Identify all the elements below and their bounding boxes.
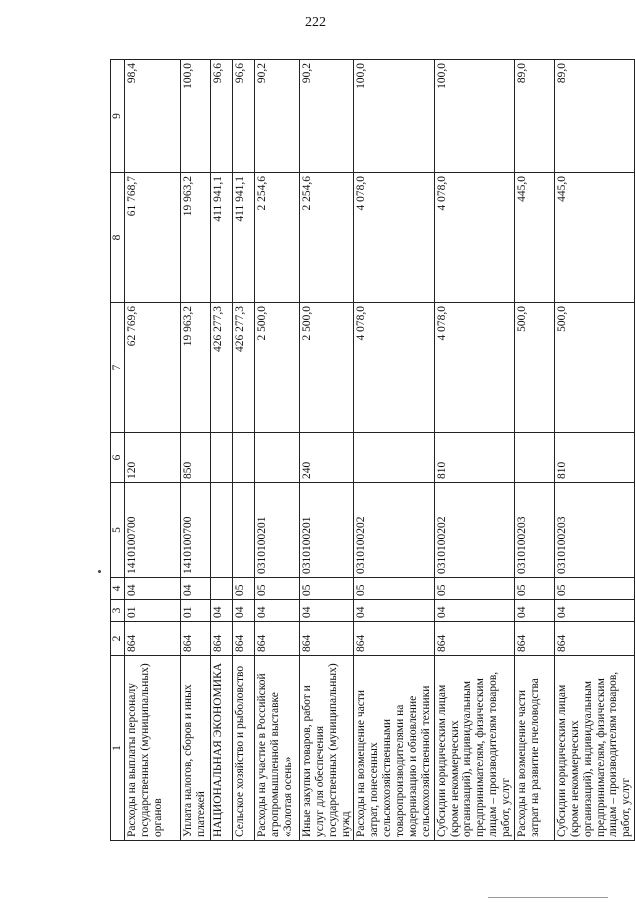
row-name-cell: Субсидии юридическим лицам (кроме некоммерческих организаций), индивидуальным предпринимателям, физическим лицам – производителям товаров, работ, услуг [434,656,514,841]
row-value-cell: 4 078,0 [434,303,514,433]
col-header: 7 [111,303,125,433]
row-value-cell: 0310100202 [354,483,434,578]
row-value-cell: 850 [180,433,210,483]
col-header: 4 [111,578,125,600]
row-value-cell [210,578,232,600]
row-value-cell: 61 768,7 [124,173,180,303]
row-value-cell: 810 [434,433,514,483]
row-value-cell: 864 [434,622,514,656]
row-value-cell: 01 [124,600,180,622]
row-value-cell: 0310100203 [514,483,554,578]
row-value-cell: 2 500,0 [299,303,354,433]
row-value-cell [354,433,434,483]
row-value-cell: 100,0 [354,60,434,173]
table-row [299,60,354,841]
row-value-cell: 04 [434,600,514,622]
row-value-cell: 864 [124,622,180,656]
row-value-cell: 240 [299,433,354,483]
row-value-cell [254,433,299,483]
row-name-cell: Расходы на возмещение части затрат, понесенных сельскохозяйственными товаропроизводителями на модернизацию и обновление сельскохозяйственной техники [354,656,434,841]
row-value-cell: 05 [514,578,554,600]
table-row [180,60,210,841]
row-name-cell: Расходы на возмещение части затрат на развитие пчеловодства [514,656,554,841]
row-value-cell: 4 078,0 [434,173,514,303]
table-row [514,60,554,841]
row-value-cell: 100,0 [434,60,514,173]
row-value-cell: 864 [254,622,299,656]
row-value-cell: 05 [554,578,634,600]
page-number: 222 [305,15,326,30]
row-value-cell: 2 254,6 [254,173,299,303]
table-row [354,60,434,841]
row-value-cell: 19 963,2 [180,173,210,303]
table-row [124,60,180,841]
row-value-cell: 04 [180,578,210,600]
row-value-cell: 96,6 [232,60,254,173]
row-value-cell: 89,0 [554,60,634,173]
row-value-cell: 500,0 [554,303,634,433]
row-value-cell: 89,0 [514,60,554,173]
row-value-cell: 05 [434,578,514,600]
row-value-cell: 04 [210,600,232,622]
table-row [232,60,254,841]
col-header: 2 [111,622,125,656]
row-value-cell: 864 [232,622,254,656]
budget-table-rotated [110,60,633,841]
row-value-cell: 19 963,2 [180,303,210,433]
row-value-cell: 01 [180,600,210,622]
row-value-cell: 500,0 [514,303,554,433]
table-row [210,60,232,841]
row-value-cell [232,433,254,483]
row-name-cell: Расходы на выплаты персоналу государственных (муниципальных) органов [124,656,180,841]
row-value-cell: 05 [232,578,254,600]
row-value-cell: 05 [254,578,299,600]
scan-line [488,897,608,898]
row-value-cell: 04 [554,600,634,622]
row-value-cell: 2 500,0 [254,303,299,433]
row-value-cell: 0310100201 [254,483,299,578]
row-value-cell [210,433,232,483]
row-value-cell: 96,6 [210,60,232,173]
col-header: 5 [111,483,125,578]
row-value-cell: 864 [210,622,232,656]
row-value-cell: 411 941,1 [232,173,254,303]
row-value-cell [210,483,232,578]
row-name-cell: НАЦИОНАЛЬНАЯ ЭКОНОМИКА [210,656,232,841]
row-value-cell: 2 254,6 [299,173,354,303]
row-value-cell: 0310100202 [434,483,514,578]
row-value-cell: 04 [354,600,434,622]
row-value-cell: 98,4 [124,60,180,173]
row-name-cell: Сельское хозяйство и рыболовство [232,656,254,841]
row-value-cell: 04 [124,578,180,600]
row-value-cell: 864 [554,622,634,656]
row-value-cell: 4 078,0 [354,303,434,433]
budget-table [110,59,635,841]
row-value-cell: 1410100700 [124,483,180,578]
row-value-cell: 864 [514,622,554,656]
row-value-cell: 426 277,3 [210,303,232,433]
table-row [254,60,299,841]
row-value-cell: 90,2 [299,60,354,173]
row-value-cell: 4 078,0 [354,173,434,303]
row-name-cell: Расходы на участие в Российской агропромышленной выставке «Золотая осень» [254,656,299,841]
scan-dot [98,570,101,573]
row-value-cell: 411 941,1 [210,173,232,303]
row-name-cell: Иные закупки товаров, работ и услуг для обеспечения государственных (муниципальных) нужд [299,656,354,841]
row-value-cell: 0310100203 [554,483,634,578]
row-value-cell: 864 [354,622,434,656]
row-value-cell: 05 [299,578,354,600]
row-value-cell: 810 [554,433,634,483]
row-value-cell: 04 [514,600,554,622]
row-value-cell: 04 [299,600,354,622]
row-value-cell: 90,2 [254,60,299,173]
row-value-cell: 04 [232,600,254,622]
col-header: 9 [111,60,125,173]
row-name-cell: Уплата налогов, сборов и иных платежей [180,656,210,841]
row-value-cell: 62 769,6 [124,303,180,433]
col-header: 1 [111,656,125,841]
row-value-cell: 0310100201 [299,483,354,578]
row-value-cell [514,433,554,483]
table-row [434,60,514,841]
col-header: 3 [111,600,125,622]
row-value-cell: 445,0 [514,173,554,303]
row-value-cell: 864 [180,622,210,656]
row-value-cell: 100,0 [180,60,210,173]
row-value-cell: 1410100700 [180,483,210,578]
row-value-cell: 426 277,3 [232,303,254,433]
row-name-cell: Субсидии юридическим лицам (кроме некоммерческих организаций), индивидуальным предпринимателям, физическим лицам – производителям товаров, работ, услуг [554,656,634,841]
row-value-cell: 445,0 [554,173,634,303]
row-value-cell: 120 [124,433,180,483]
row-value-cell: 04 [254,600,299,622]
table-row [554,60,634,841]
col-header: 8 [111,173,125,303]
col-header: 6 [111,433,125,483]
row-value-cell: 864 [299,622,354,656]
row-value-cell [232,483,254,578]
row-value-cell: 05 [354,578,434,600]
header-row [111,60,125,841]
